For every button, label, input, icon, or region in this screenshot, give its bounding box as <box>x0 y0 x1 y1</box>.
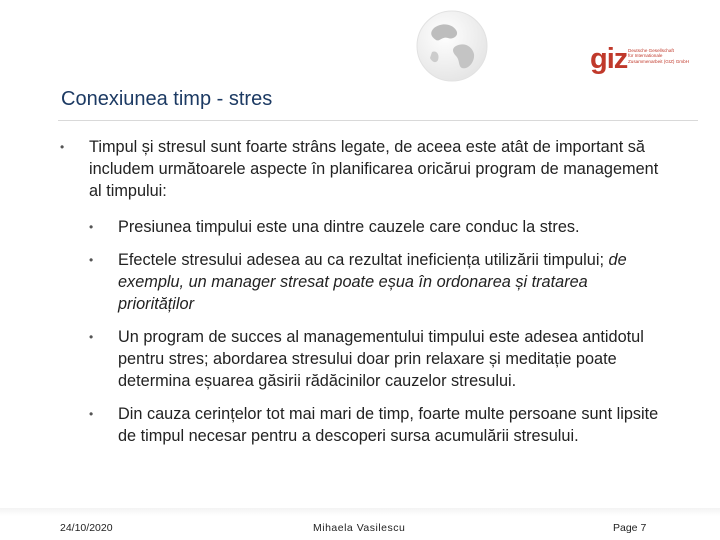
main-point <box>60 136 660 202</box>
logo-text <box>628 48 698 64</box>
list-item-italic-text: de exemplu, un manager stresat poate eșua în ordonarea și tratarea priorităților <box>118 251 627 313</box>
giz-logo <box>590 44 700 78</box>
list-item-text: Presiunea timpului este una dintre cauzele care conduc la stres. <box>118 218 580 236</box>
bullet-icon: • <box>89 330 94 344</box>
logo-line: Zusammenarbeit (GIZ) GmbH <box>628 58 690 64</box>
title-divider <box>58 120 698 121</box>
footer-date: 24/10/2020 <box>60 522 113 534</box>
bullet-icon: • <box>89 253 94 267</box>
list-item <box>89 249 660 315</box>
logo-mark: giz <box>590 43 628 75</box>
logo-line: für Internationale <box>628 53 663 59</box>
bullet-icon: • <box>89 407 94 421</box>
slide-title: Conexiunea timp - stres <box>61 88 273 110</box>
list-item-text: Efectele stresului adesea au ca rezultat ineficiența utilizării timpului; <box>118 251 604 269</box>
globe-icon <box>412 6 492 86</box>
sub-points-list <box>89 216 660 447</box>
list-item <box>89 216 660 238</box>
footer-bar <box>0 508 720 516</box>
bullet-icon: • <box>60 140 65 154</box>
list-item <box>89 326 660 392</box>
bullet-icon: • <box>89 220 94 234</box>
list-item-text: Un program de succes al managementului timpului este adesea antidotul pentru stres; abordarea stresului doar prin relaxare și meditație poate determina eșuarea găsirii rădăcinilor cauzelor stresului. <box>118 328 644 390</box>
logo-line: Deutsche Gesellschaft <box>628 48 674 53</box>
main-point-text: Timpul și stresul sunt foarte strâns legate, de aceea este atât de important să includem următoarele aspecte în planificarea oricărui program de management al timpului: <box>89 138 659 200</box>
slide-content <box>60 136 660 458</box>
footer-author: Mihaela Vasilescu <box>313 522 406 534</box>
list-item <box>89 403 660 447</box>
list-item-text: Din cauza cerințelor tot mai mari de timp, foarte multe persoane sunt lipsite de timpul necesar pentru a descoperi sursa acumulării stresului. <box>118 405 659 445</box>
page-number: Page 7 <box>613 522 647 534</box>
